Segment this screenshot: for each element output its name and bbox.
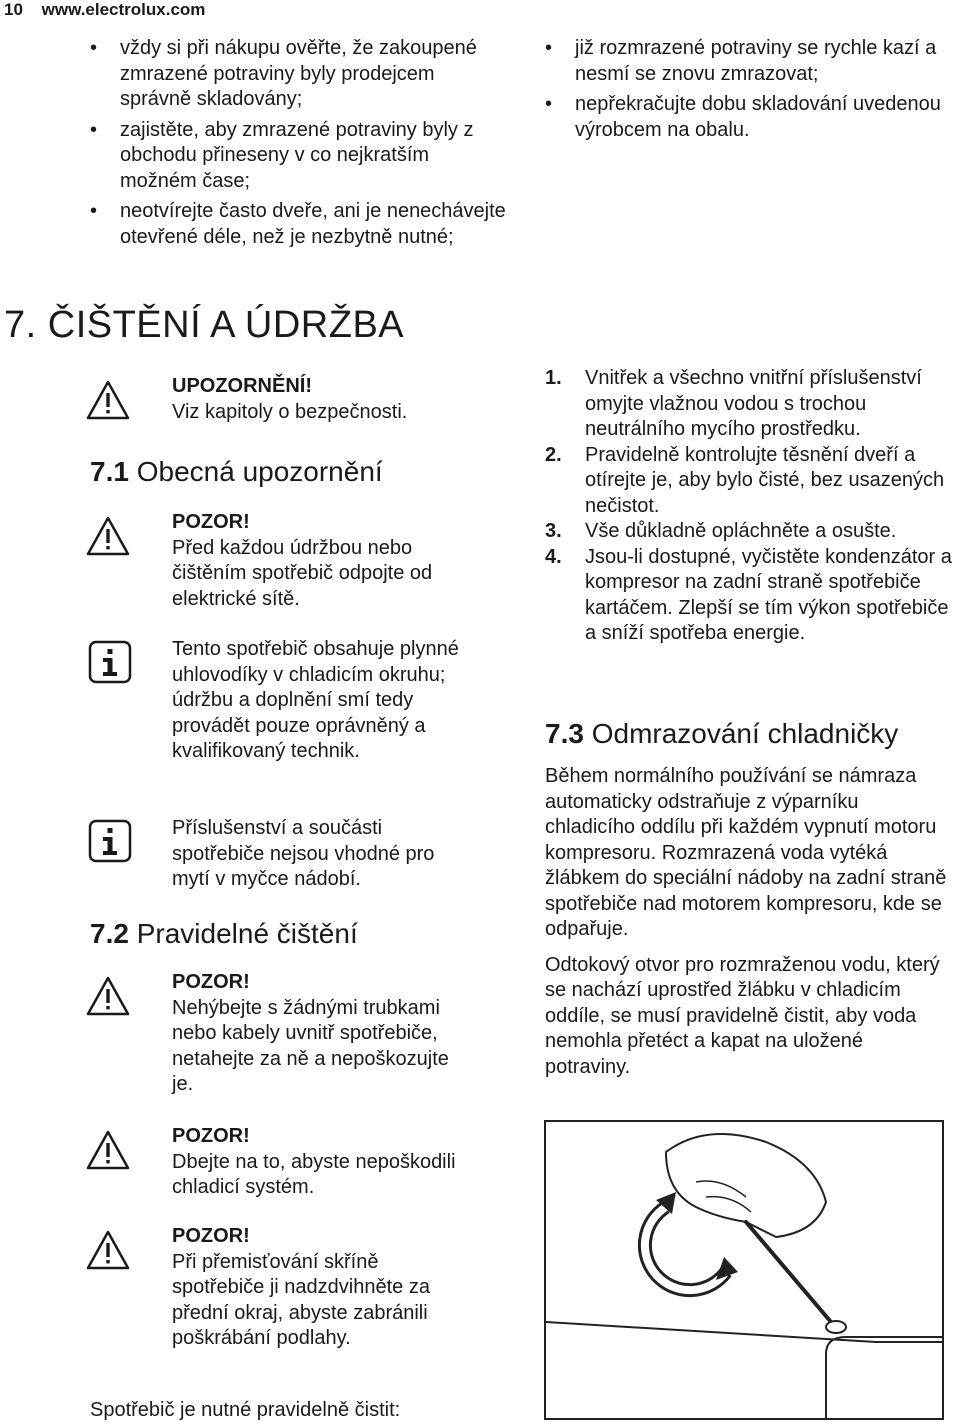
- site-url: www.electrolux.com: [41, 0, 206, 19]
- list-item: • vždy si při nákupu ověřte, že zakoupené zmrazené potraviny byly prodejcem správně skladovány;: [90, 37, 477, 110]
- subsection-title-7-2: 7.2 Pravidelné čištění: [90, 918, 358, 949]
- cleaning-intro: Spotřebič je nutné pravidelně čistit:: [90, 1399, 401, 1421]
- list-item: • již rozmrazené potraviny se rychle kazí a nesmí se znovu zmrazovat;: [545, 37, 937, 85]
- hand-cleaning-drain-illustration: [546, 1122, 942, 1418]
- caution-box: [82, 1222, 482, 1382]
- list-item: 2. Pravidelně kontrolujte těsnění dveří a otírejte je, aby bylo čisté, bez usazených nečistot.: [545, 443, 945, 517]
- paragraph: Během normálního používání se námraza automaticky odstraňuje z výparníku chladicího oddílu při každém vypnutí motoru kompresoru. Rozmrazená voda vytéká žlábkem do speciální nádoby na zadní straně spotřebiče nad motorem kompresoru, kde se odpařuje.: [545, 765, 947, 940]
- cleaning-steps: [545, 366, 960, 647]
- caution-text: Nehýbejte s žádnými trubkami nebo kabely uvnitř spotřebiče, netahejte za ně a nepoškozujte je.: [172, 996, 449, 1095]
- info-text: Tento spotřebič obsahuje plynné uhlovodíky v chladicím okruhu; údržbu a doplnění smí tedy provádět pouze oprávněný a kvalifikovaný technik.: [172, 638, 459, 762]
- info-text: Příslušenství a součásti spotřebiče nejsou vhodné pro mytí v myčce nádobí.: [172, 817, 435, 890]
- list-item: 3. Vše důkladně opláchněte a osušte.: [545, 520, 897, 542]
- caution-title: POZOR!: [172, 511, 250, 533]
- list-item: • zajistěte, aby zmrazené potraviny byly z obchodu přineseny v co nejkratším možném čase;: [90, 118, 474, 192]
- list-item: 4. Jsou-li dostupné, vyčistěte kondenzátor a kompresor na zadní straně spotřebiče kartáčem. Zlepší se tím výkon spotřebiče a sníží spotřeba energie.: [545, 545, 952, 644]
- warning-box: [82, 372, 482, 432]
- info-box: [82, 636, 482, 796]
- section-title: 7. ČIŠTĚNÍ A ÚDRŽBA: [4, 304, 405, 346]
- subsection-title-7-3: 7.3 Odmrazování chladničky: [545, 718, 899, 749]
- caution-title: POZOR!: [172, 971, 250, 993]
- caution-box: [82, 968, 482, 1098]
- warning-triangle-icon: [86, 974, 130, 1018]
- paragraph: Odtokový otvor pro rozmraženou vodu, který se nachází uprostřed žlábku v chladicím oddíle, se musí pravidelně čistit, aby voda nemohla přetéct a kapat na uložené potraviny.: [545, 953, 940, 1078]
- list-item: • nepřekračujte dobu skladování uvedenou výrobcem na obalu.: [545, 93, 941, 141]
- cleaning-illustration: [544, 1120, 944, 1420]
- info-icon: [88, 819, 132, 863]
- defrost-text: [545, 764, 950, 1090]
- list-item: • neotvírejte často dveře, ani je nenechávejte otevřené déle, než je nezbytně nutné;: [90, 200, 506, 248]
- list-item: 1. Vnitřek a všechno vnitřní příslušenství omyjte vlažnou vodou s trochou neutrálního mycího prostředku.: [545, 367, 922, 440]
- left-bullet-list: [90, 36, 510, 255]
- caution-text: Dbejte na to, abyste nepoškodili chladicí systém.: [172, 1150, 456, 1198]
- warning-triangle-icon: [86, 1228, 130, 1272]
- right-bullet-list: [545, 36, 950, 148]
- warning-triangle-icon: [86, 514, 130, 558]
- page-number: 10: [4, 0, 23, 19]
- warning-triangle-icon: [86, 378, 130, 422]
- warning-triangle-icon: [86, 1128, 130, 1172]
- page-header: [4, 0, 205, 20]
- caution-title: POZOR!: [172, 1225, 250, 1247]
- caution-box: [82, 1122, 482, 1202]
- caution-text: Před každou údržbou nebo čištěním spotřebič odpojte od elektrické sítě.: [172, 536, 433, 610]
- info-icon: [88, 640, 132, 684]
- warning-text: Viz kapitoly o bezpečnosti.: [172, 400, 408, 423]
- caution-title: POZOR!: [172, 1125, 250, 1147]
- warning-title: UPOZORNĚNÍ!: [172, 375, 312, 397]
- caution-box: [82, 508, 482, 608]
- subsection-title-7-1: 7.1 Obecná upozornění: [90, 456, 383, 487]
- info-box: [82, 815, 482, 895]
- caution-text: Při přemisťování skříně spotřebiče ji nadzdvihněte za přední okraj, abyste zabránili poškrábání podlahy.: [172, 1250, 430, 1349]
